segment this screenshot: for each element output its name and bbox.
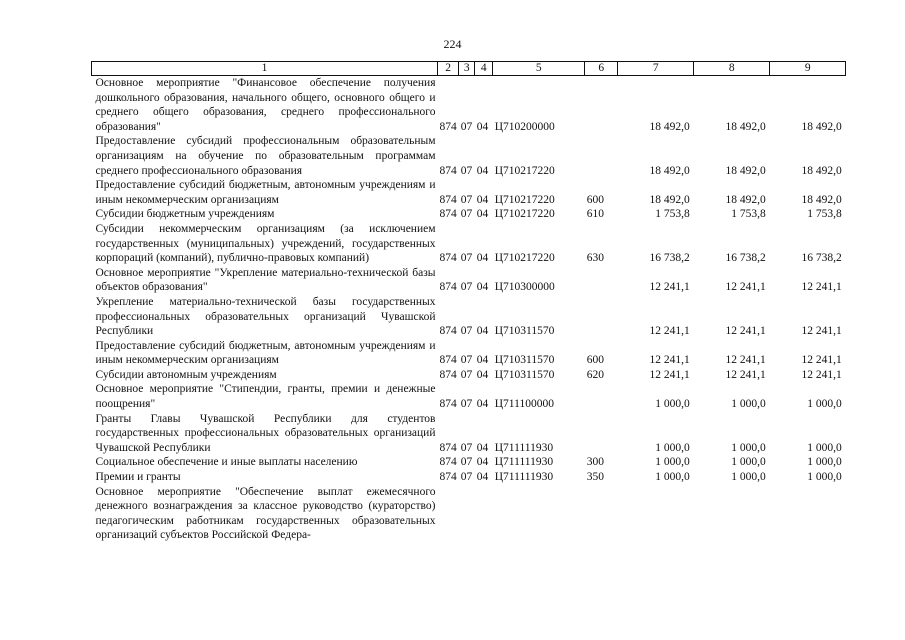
amount-col8: 16 738,2 <box>725 252 766 265</box>
ministry-code: 874 <box>439 252 457 265</box>
expense-type-code <box>585 295 618 339</box>
header-cell: 9 <box>770 62 846 76</box>
section-code: 07 <box>460 120 473 133</box>
row-name: Основное мероприятие "Укрепление материально-технической базы объектов образования" <box>95 266 436 294</box>
page-number: 224 <box>443 37 462 51</box>
ministry-code: 874 <box>439 164 457 177</box>
amount-col8: 18 492,0 <box>725 164 766 177</box>
budget-table <box>91 61 846 543</box>
ministry-code: 874 <box>439 441 457 454</box>
subsection-code: 04 <box>476 208 489 221</box>
row-name: Предоставление субсидий бюджетным, автономным учреждениям и иным некоммерческим организациям <box>95 339 436 367</box>
table-row <box>92 470 846 485</box>
expense-type-code: 630 <box>586 252 604 265</box>
amount-col9: 1 000,0 <box>807 456 842 469</box>
target-article-code: Ц710311570 <box>494 368 555 381</box>
amount-col9 <box>770 485 846 543</box>
amount-col9: 12 241,1 <box>801 354 842 367</box>
section-code: 07 <box>460 281 473 294</box>
section-code <box>459 485 475 543</box>
section-code: 07 <box>460 252 473 265</box>
amount-col9: 1 000,0 <box>807 471 842 484</box>
amount-col8: 12 241,1 <box>725 281 766 294</box>
expense-type-code: 300 <box>586 456 604 469</box>
amount-col9: 18 492,0 <box>801 164 842 177</box>
amount-col8 <box>694 485 770 543</box>
target-article-code: Ц711111930 <box>494 441 554 454</box>
table-row <box>92 455 846 470</box>
section-code: 07 <box>460 193 473 206</box>
amount-col7: 18 492,0 <box>649 193 690 206</box>
subsection-code: 04 <box>476 471 489 484</box>
table-row <box>92 178 846 207</box>
amount-col9: 16 738,2 <box>801 252 842 265</box>
section-code: 07 <box>460 398 473 411</box>
target-article-code: Ц710311570 <box>494 354 555 367</box>
subsection-code: 04 <box>476 120 489 133</box>
header-cell: 8 <box>694 62 770 76</box>
row-name: Основное мероприятие "Финансовое обеспечение получения дошкольного образования, начального общего, основного общего и среднего общего образования, среднего профессионального образования" <box>95 77 436 133</box>
amount-col8: 1 000,0 <box>731 441 766 454</box>
expense-type-code <box>585 76 618 135</box>
ministry-code: 874 <box>439 325 457 338</box>
amount-col7: 16 738,2 <box>649 252 690 265</box>
table-row <box>92 382 846 411</box>
ministry-code: 874 <box>439 398 457 411</box>
target-article-code: Ц710217220 <box>494 164 555 177</box>
target-article-code: Ц710311570 <box>494 325 555 338</box>
header-cell: 7 <box>618 62 694 76</box>
table-row <box>92 266 846 295</box>
header-cell: 6 <box>585 62 618 76</box>
ministry-code: 874 <box>439 471 457 484</box>
row-name: Субсидии некоммерческим организациям (за исключением государственных (муниципальных) учреждений, государственных корпораций (компаний), публично-правовых компаний) <box>95 222 436 265</box>
amount-col9: 12 241,1 <box>801 281 842 294</box>
amount-col9: 18 492,0 <box>801 120 842 133</box>
subsection-code: 04 <box>476 193 489 206</box>
amount-col7: 1 000,0 <box>655 441 690 454</box>
subsection-code: 04 <box>476 325 489 338</box>
expense-type-code: 620 <box>586 368 604 381</box>
table-row <box>92 207 846 222</box>
ministry-code: 874 <box>439 354 457 367</box>
expense-type-code: 610 <box>586 208 604 221</box>
row-name: Предоставление субсидий бюджетным, автономным учреждениям и иным некоммерческим организациям <box>95 179 436 206</box>
amount-col9: 1 753,8 <box>807 208 842 221</box>
subsection-code: 04 <box>476 368 489 381</box>
amount-col9: 1 000,0 <box>807 441 842 454</box>
amount-col7: 1 000,0 <box>655 456 690 469</box>
target-article-code: Ц711111930 <box>494 471 554 484</box>
row-name: Основное мероприятие "Обеспечение выплат ежемесячного денежного вознаграждения за классное руководство (кураторство) педагогическим работникам государственных образовательных организаций субъектов Российской Федера- <box>95 485 436 542</box>
target-article-code: Ц711100000 <box>494 398 554 411</box>
table-row <box>92 339 846 368</box>
amount-col9: 18 492,0 <box>801 193 842 206</box>
target-article-code: Ц710200000 <box>494 120 555 133</box>
amount-col9: 1 000,0 <box>807 398 842 411</box>
subsection-code: 04 <box>476 252 489 265</box>
header-cell: 2 <box>438 62 459 76</box>
target-article-code: Ц710217220 <box>494 252 555 265</box>
amount-col9: 12 241,1 <box>801 325 842 338</box>
section-code: 07 <box>460 368 473 381</box>
row-name: Гранты Главы Чувашской Республики для студентов государственных профессиональных образовательных организаций Чувашской Республики <box>95 412 436 454</box>
amount-col7: 12 241,1 <box>649 354 690 367</box>
amount-col8: 12 241,1 <box>725 354 766 367</box>
subsection-code: 04 <box>476 398 489 411</box>
expense-type-code <box>585 485 618 543</box>
amount-col8: 18 492,0 <box>725 120 766 133</box>
header-cell: 4 <box>475 62 493 76</box>
subsection-code: 04 <box>476 281 489 294</box>
section-code: 07 <box>460 208 473 221</box>
amount-col7: 12 241,1 <box>649 325 690 338</box>
expense-type-code: 350 <box>586 471 604 484</box>
target-article-code: Ц710217220 <box>494 193 555 206</box>
ministry-code: 874 <box>439 193 457 206</box>
amount-col8: 12 241,1 <box>725 325 766 338</box>
section-code: 07 <box>460 471 473 484</box>
expense-type-code <box>585 134 618 178</box>
section-code: 07 <box>460 164 473 177</box>
row-name: Премии и гранты <box>95 471 181 484</box>
amount-col7: 12 241,1 <box>649 281 690 294</box>
ministry-code <box>438 485 459 543</box>
section-code: 07 <box>460 354 473 367</box>
amount-col8: 1 000,0 <box>731 471 766 484</box>
amount-col8: 12 241,1 <box>725 368 766 381</box>
subsection-code <box>475 485 493 543</box>
header-cell: 3 <box>459 62 475 76</box>
amount-col8: 18 492,0 <box>725 193 766 206</box>
expense-type-code <box>585 266 618 295</box>
table-row <box>92 295 846 339</box>
table-row <box>92 485 846 543</box>
subsection-code: 04 <box>476 441 489 454</box>
amount-col7: 18 492,0 <box>649 164 690 177</box>
row-name: Субсидии автономным учреждениям <box>95 368 277 381</box>
ministry-code: 874 <box>439 368 457 381</box>
ministry-code: 874 <box>439 281 457 294</box>
table-row <box>92 76 846 135</box>
section-code: 07 <box>460 456 473 469</box>
ministry-code: 874 <box>439 120 457 133</box>
subsection-code: 04 <box>476 354 489 367</box>
amount-col7: 18 492,0 <box>649 120 690 133</box>
header-cell: 1 <box>92 62 438 76</box>
target-article-code: Ц710300000 <box>494 281 555 294</box>
row-name: Социальное обеспечение и иные выплаты населению <box>95 456 358 469</box>
amount-col9: 12 241,1 <box>801 368 842 381</box>
subsection-code: 04 <box>476 456 489 469</box>
expense-type-code <box>585 412 618 456</box>
ministry-code: 874 <box>439 456 457 469</box>
table-row <box>92 134 846 178</box>
row-name: Основное мероприятие "Стипендии, гранты, премии и денежные поощрения" <box>95 383 436 411</box>
row-name: Предоставление субсидий профессиональным образовательным организациям на обучение по образовательным программам среднего профессионального образования <box>95 135 436 177</box>
section-code: 07 <box>460 441 473 454</box>
table-row <box>92 412 846 456</box>
header-cell: 5 <box>493 62 585 76</box>
amount-col7: 12 241,1 <box>649 368 690 381</box>
table-header <box>92 62 846 76</box>
amount-col7: 1 000,0 <box>655 398 690 411</box>
target-article-code: Ц711111930 <box>494 456 554 469</box>
amount-col7: 1 753,8 <box>655 208 690 221</box>
table-row <box>92 222 846 266</box>
subsection-code: 04 <box>476 164 489 177</box>
amount-col7 <box>618 485 694 543</box>
target-article-code: Ц710217220 <box>494 208 555 221</box>
target-article-code <box>493 485 585 543</box>
expense-type-code <box>585 382 618 411</box>
amount-col8: 1 000,0 <box>731 456 766 469</box>
row-name: Укрепление материально-технической базы государственных профессиональных образовательных организаций Чувашской Республики <box>95 295 436 338</box>
expense-type-code: 600 <box>586 193 604 206</box>
table-row <box>92 368 846 383</box>
expense-type-code: 600 <box>586 354 604 367</box>
amount-col8: 1 753,8 <box>731 208 766 221</box>
amount-col8: 1 000,0 <box>731 398 766 411</box>
ministry-code: 874 <box>439 208 457 221</box>
row-name: Субсидии бюджетным учреждениям <box>95 208 275 221</box>
amount-col7: 1 000,0 <box>655 471 690 484</box>
section-code: 07 <box>460 325 473 338</box>
